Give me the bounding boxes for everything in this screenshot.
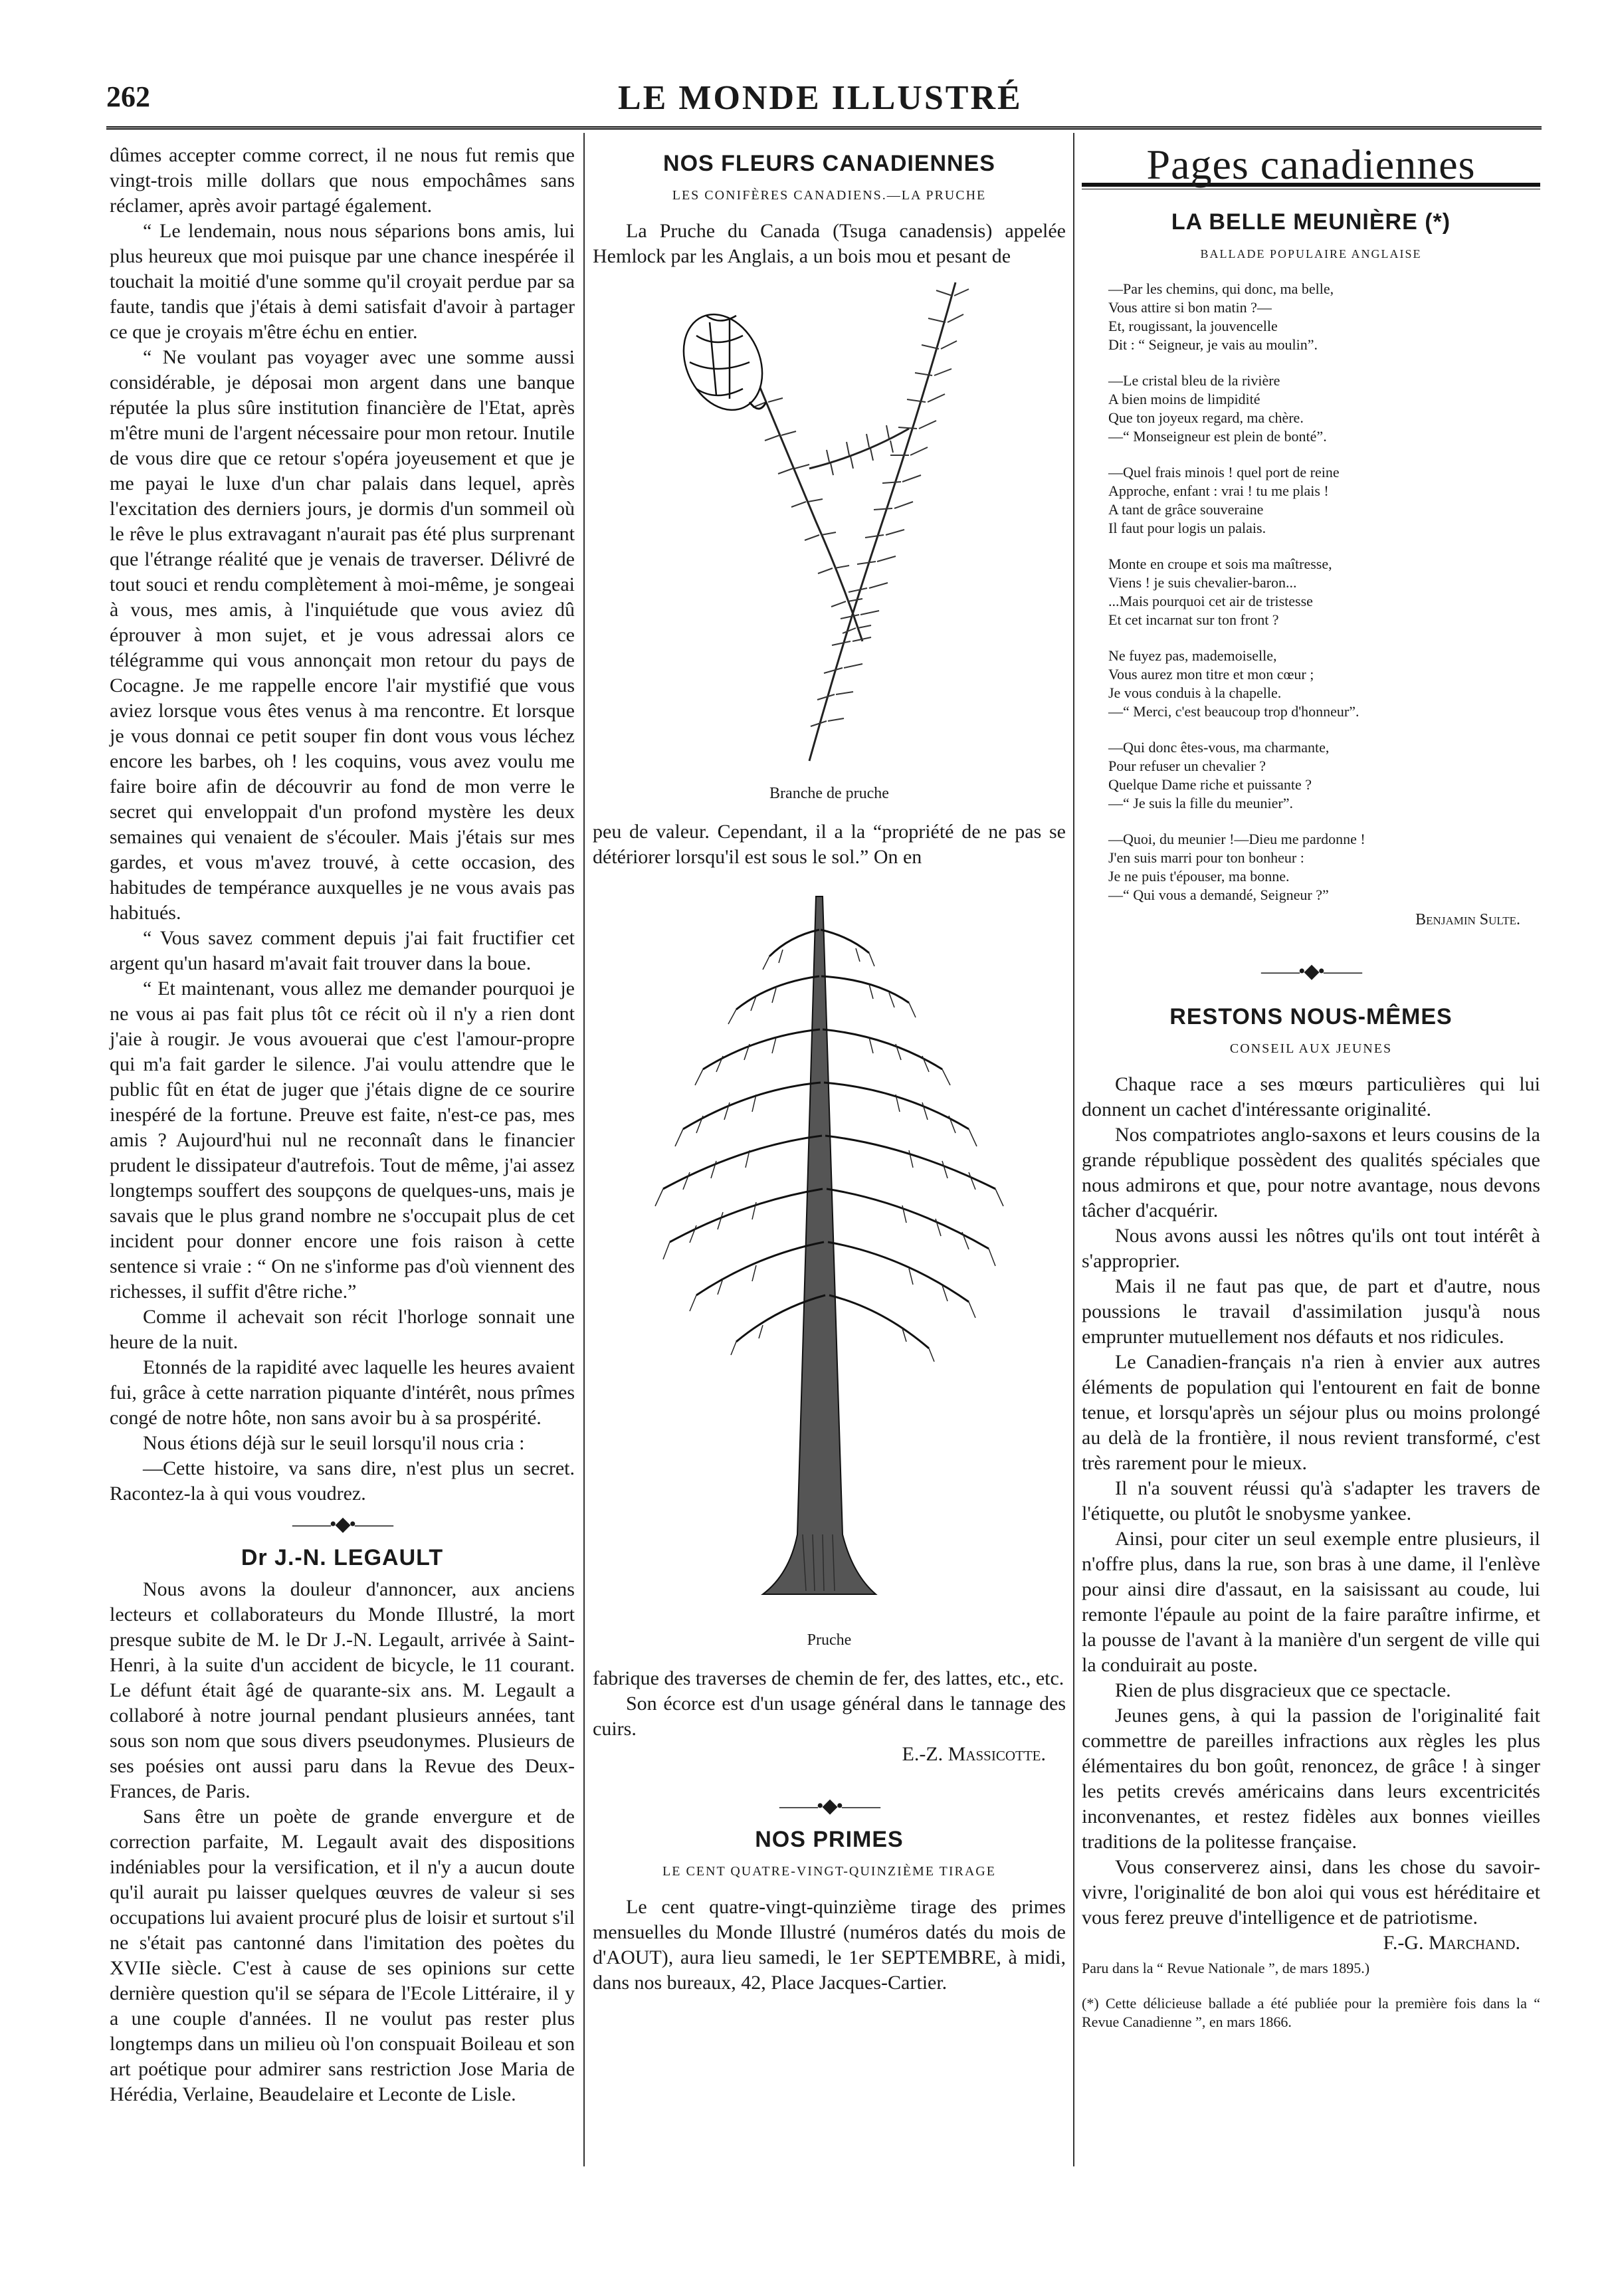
restons-title: RESTONS NOUS-MÊMES	[1169, 1004, 1453, 1029]
verse-line: —“ Merci, c'est beaucoup trop d'honneur”.	[1108, 703, 1359, 720]
ballade-title: LA BELLE MEUNIÈRE (*)	[1171, 209, 1451, 235]
verse-line: ...Mais pourquoi cet air de tristesse	[1108, 593, 1313, 609]
ornament-divider: ——•◆•——	[779, 1795, 880, 1817]
paragraph: Nous avons aussi les nôtres qu'ils ont tout intérêt à s'approprier.	[1082, 1225, 1540, 1272]
ornament-divider: ——•◆•——	[292, 1513, 393, 1535]
paragraph: “ Vous savez comment depuis j'ai fait fructifier cet argent qu'un hasard m'avait fait trouver dans la boue.	[110, 927, 575, 974]
verse-line: —Le cristal bleu de la rivière	[1108, 372, 1280, 389]
paragraph: “ Et maintenant, vous allez me demander pourquoi je ne vous ai pas fait plus tôt ce récit où il n'y a rien dont j'aie à rougir. Je vous avouerai que c'est l'amour-propre qui m'a fait garder le silence. J'ai voulu attendre que le public fût en état de juger que j'étais digne de ce sourire inespéré de la fortune. Preuve est faite, n'est-ce pas, mes amis ? Aujourd'hui nul ne reconnaît dans le financier prudent le dissipateur d'autrefois. Tout de même, j'ai assez longtemps souffert des soupçons de quelques-uns, mais je savais que le plus grand nombre ne s'occupait plus de cet incident pour donner encore une fois raison à cette sentence si vraie : “ On ne s'informe pas d'où viennent des richesses, il suffit d'être riche.”	[110, 978, 575, 1303]
verse-line: Ne fuyez pas, mademoiselle,	[1108, 647, 1277, 664]
verse-line: —Par les chemins, qui donc, ma belle,	[1108, 280, 1334, 297]
paragraph: Son écorce est d'un usage général dans le tannage des cuirs.	[593, 1693, 1066, 1740]
paragraph: fabrique des traverses de chemin de fer, des lattes, etc., etc.	[593, 1667, 1064, 1689]
stanza	[1108, 555, 1540, 629]
stanza	[1108, 647, 1540, 721]
paragraph: Jeunes gens, à qui la passion de l'originalité fait commettre de pareilles infractions aux règles les plus élémentaires du bon goût, renoncez, de grâce ! à singer les petits crevés américains dans leurs excentricités inconvenantes, et restez fidèles aux bonnes vieilles traditions de la politesse française.	[1082, 1705, 1540, 1853]
hemlock-tree-illustration	[623, 870, 1035, 1621]
paragraph: Mais il ne faut pas que, de part et d'autre, nous poussions le travail d'assimilation jusqu'à nous emprunter mutuellement nos défauts et nos ridicules.	[1082, 1275, 1540, 1348]
verse-line: Il faut pour logis un palais.	[1108, 520, 1266, 536]
column-3	[1082, 143, 1540, 2032]
verse-line: —Quel frais minois ! quel port de reine	[1108, 464, 1340, 480]
ballade-subtitle: BALLADE POPULAIRE ANGLAISE	[1200, 247, 1422, 261]
verse-line: Et, rougissant, la jouvencelle	[1108, 318, 1278, 334]
stanza	[1108, 830, 1540, 904]
caption-pruche: Pruche	[807, 1631, 852, 1649]
verse-line: Monte en croupe et sois ma maîtresse,	[1108, 556, 1332, 572]
verse-line: —“ Qui vous a demandé, Seigneur ?”	[1108, 887, 1329, 903]
paragraph: Ainsi, pour citer un seul exemple entre plusieurs, il n'offre plus, dans la rue, son bras à une dame, il l'enlève pour ainsi dire d'assaut, en la saisissant au coude, lui remonte l'épaule au point de la faire paraître infirme, et la pousse de l'avant à la manière d'un sergent de ville qui la conduirait au poste.	[1082, 1528, 1540, 1676]
paragraph: Il n'a souvent réussi qu'à s'adapter les travers de l'étiquette, ou plutôt le snobysme yankee.	[1082, 1477, 1540, 1524]
header-rule	[106, 126, 1542, 130]
verse-line: Je ne puis t'épouser, ma bonne.	[1108, 868, 1290, 885]
paragraph: Vous conserverez ainsi, dans les chose du savoir-vivre, l'originalité de bon aloi qui vous est héréditaire et vous ferez preuve d'intelligence et de patriotisme.	[1082, 1856, 1540, 1929]
paragraph: Comme il achevait son récit l'horloge sonnait une heure de la nuit.	[110, 1306, 575, 1353]
verse-line: A tant de grâce souveraine	[1108, 501, 1264, 518]
fleurs-title: NOS FLEURS CANADIENNES	[663, 151, 995, 176]
paragraph: Nous étions déjà sur le seuil lorsqu'il nous cria :	[143, 1432, 525, 1454]
verse-line: Viens ! je suis chevalier-baron...	[1108, 574, 1297, 591]
column-1	[110, 143, 575, 2107]
legault-title: Dr J.-N. LEGAULT	[241, 1545, 444, 1570]
column-2	[593, 143, 1066, 1996]
masthead: LE MONDE ILLUSTRÉ	[618, 79, 1023, 117]
restons-subtitle: CONSEIL AUX JEUNES	[1229, 1041, 1393, 1056]
source-note: Paru dans la “ Revue Nationale ”, de mars 1895.)	[1082, 1960, 1370, 1976]
verse-line: Dit : “ Seigneur, je vais au moulin”.	[1108, 336, 1318, 353]
stanza	[1108, 463, 1540, 538]
fleurs-subtitle: LES CONIFÈRES CANADIENS.—LA PRUCHE	[672, 188, 987, 203]
paragraph: “ Ne voulant pas voyager avec une somme aussi considérable, je déposai mon argent dans une banque réputée la plus sûre institution financière de l'Etat, après m'être muni de l'argent nécessaire pour mon retour. Inutile de vous dire que ce retour s'opéra joyeusement et que je me payai le luxe d'un char palais dans lequel, après l'excitation des derniers jours, je dormis d'un sommeil où le rêve le plus extravagant n'aurait pas été plus surprenant que l'étrange réalité que je venais de traverser. Délivré de tout souci et rendu complètement à moi-même, je songeai à vous, mes amis, à l'inquiétude que vous aviez dû éprouver à mon sujet, et je vous adressai alors ce télégramme qui vous annonçait mon retour du pays de Cocagne. Je me rappelle encore l'air mystifié que vous aviez lorsque vous êtes venus à ma rencontre. Et lorsque je vous donnai ce petit souper fin dont vous vous léchez encore les barbes, oh ! les coquins, vous avez voulu me faire boire afin de découvrir au fond de mon verre le secret qui enveloppait d'un profond mystère les deux semaines qui venaient de s'écouler. Mais j'étais sur mes gardes, et vous m'avez trouvé, à cette occasion, des habitudes de tempérance auxquelles je ne vous avais pas habitués.	[110, 346, 575, 924]
paragraph: Le cent quatre-vingt-quinzième tirage des primes mensuelles du Monde Illustré (numéros datés du mois de d'AOUT), aura lieu samedi, le 1er SEPTEMBRE, à midi, dans nos bureaux, 42, Place Jacques-Cartier.	[593, 1896, 1066, 1994]
verse-line: Vous attire si bon matin ?—	[1108, 299, 1272, 316]
paragraph: Le Canadien-français n'a rien à envier aux autres éléments de population qui l'entourent en fait de bonne tenue, et lorsqu'après un séjour plus ou moins prolongé au delà de la frontière, il nous revient transformé, c'est très rarement pour le mieux.	[1082, 1351, 1540, 1474]
paragraph: Chaque race a ses mœurs particulières qui lui donnent un cachet d'intéressante originalité.	[1082, 1073, 1540, 1120]
pages-canadiennes-title: Pages canadiennes	[1146, 141, 1476, 188]
primes-title: NOS PRIMES	[755, 1827, 904, 1852]
verse-line: Que ton joyeux regard, ma chère.	[1108, 409, 1304, 426]
page-number: 262	[106, 80, 150, 113]
verse-line: Et cet incarnat sur ton front ?	[1108, 611, 1279, 628]
signature-marchand: F.-G. Marchand.	[1383, 1932, 1520, 1954]
paragraph: Etonnés de la rapidité avec laquelle les heures avaient fui, grâce à cette narration piquante d'intérêt, nous prîmes congé de notre hôte, non sans avoir bu à sa prospérité.	[110, 1356, 575, 1429]
paragraph: Rien de plus disgracieux que ce spectacle.	[1115, 1679, 1451, 1701]
signature-massicotte: E.-Z. Massicotte.	[902, 1743, 1046, 1765]
verse-line: Je vous conduis à la chapelle.	[1108, 684, 1282, 701]
paragraph: dûmes accepter comme correct, il ne nous fut remis que vingt-trois mille dollars que nous empochâmes sans réclamer, après avoir partagé également.	[110, 144, 575, 217]
verse-line: —“ Je suis la fille du meunier”.	[1108, 795, 1293, 811]
primes-subtitle: LE CENT QUATRE-VINGT-QUINZIÈME TIRAGE	[662, 1864, 996, 1879]
hemlock-branch-illustration	[643, 269, 1015, 774]
verse-line: Approche, enfant : vrai ! tu me plais !	[1108, 482, 1329, 499]
paragraph: La Pruche du Canada (Tsuga canadensis) appelée Hemlock par les Anglais, a un bois mou et pesant de	[593, 220, 1066, 267]
verse-line: J'en suis marri pour ton bonheur :	[1108, 849, 1304, 866]
verse-line: Quelque Dame riche et puissante ?	[1108, 776, 1312, 793]
column-rule-2	[1073, 133, 1074, 2166]
paragraph: —Cette histoire, va sans dire, n'est plus un secret. Racontez-la à qui vous voudrez.	[110, 1457, 575, 1505]
footnote: (*) Cette délicieuse ballade a été publiée pour la première fois dans la “ Revue Canadienne ”, en mars 1866.	[1082, 1995, 1540, 2030]
verse-line: —Qui donc êtes-vous, ma charmante,	[1108, 739, 1330, 756]
verse-line: —Quoi, du meunier !—Dieu me pardonne !	[1108, 831, 1365, 847]
verse-line: Pour refuser un chevalier ?	[1108, 758, 1266, 774]
paragraph: Nos compatriotes anglo-saxons et leurs cousins de la grande république possèdent des qualités spéciales que nous admirons et que, pour notre avantage, nous devons tâcher d'acquérir.	[1082, 1124, 1540, 1221]
paragraph: “ Le lendemain, nous nous séparions bons amis, lui plus heureux que moi puisque par une chance inespérée il touchait la moitié d'une somme qu'il croyait perdue par sa faute, tandis que j'étais à demi satisfait d'avoir à partager ce que je croyais m'être échu en entier.	[110, 220, 575, 343]
verse-line: Vous aurez mon titre et mon cœur ;	[1108, 666, 1314, 682]
stanza	[1108, 738, 1540, 813]
paragraph: Sans être un poète de grande envergure et de correction parfaite, M. Legault avait des dispositions indéniables pour la versification, et il n'y a aucun doute qu'il aurait pu laisser quelques œuvres de valeur si ses occupations lui avaient procuré plus de loisir et surtout s'il ne s'était pas cantonné dans l'imitation des poètes du XVIIe siècle. C'est à cause de ses opinions sur cette dernière question qu'il se sépara de l'Ecole Littéraire, il y a une couple d'années. Il ne voulut pas rester plus longtemps dans un milieu où l'on conspuait Boileau et son art poétique pour admirer sans restriction Jose Maria de Hérédia, Verlaine, Beaudelaire et Leconte de Lisle.	[110, 1806, 575, 2105]
paragraph: Nous avons la douleur d'annoncer, aux anciens lecteurs et collaborateurs du Monde Illustré, la mort presque subite de M. le Dr J.-N. Legault, arrivée à Saint-Henri, à la suite d'un accident de bicycle, le 11 courant. Le défunt était âgé de quarante-six ans. M. Legault a collaboré à notre journal pendant plusieurs années, tant sous son nom que sous divers pseudonymes. Plusieurs de ses poésies ont aussi paru dans la Revue des Deux-Frances, de Paris.	[110, 1578, 575, 1802]
ornament-divider: ——•◆•——	[1260, 960, 1361, 982]
caption-branche: Branche de pruche	[769, 785, 889, 802]
verse-line: —“ Monseigneur est plein de bonté”.	[1108, 428, 1327, 445]
verse-line: A bien moins de limpidité	[1108, 391, 1260, 407]
column-rule-1	[583, 133, 585, 2166]
paragraph: peu de valeur. Cependant, il a la “propriété de ne pas se détériorer lorsqu'il est sous le sol.” On en	[593, 821, 1066, 868]
signature-sulte: Benjamin Sulte.	[1415, 911, 1520, 928]
stanza	[1108, 371, 1540, 446]
stanza	[1108, 280, 1540, 354]
